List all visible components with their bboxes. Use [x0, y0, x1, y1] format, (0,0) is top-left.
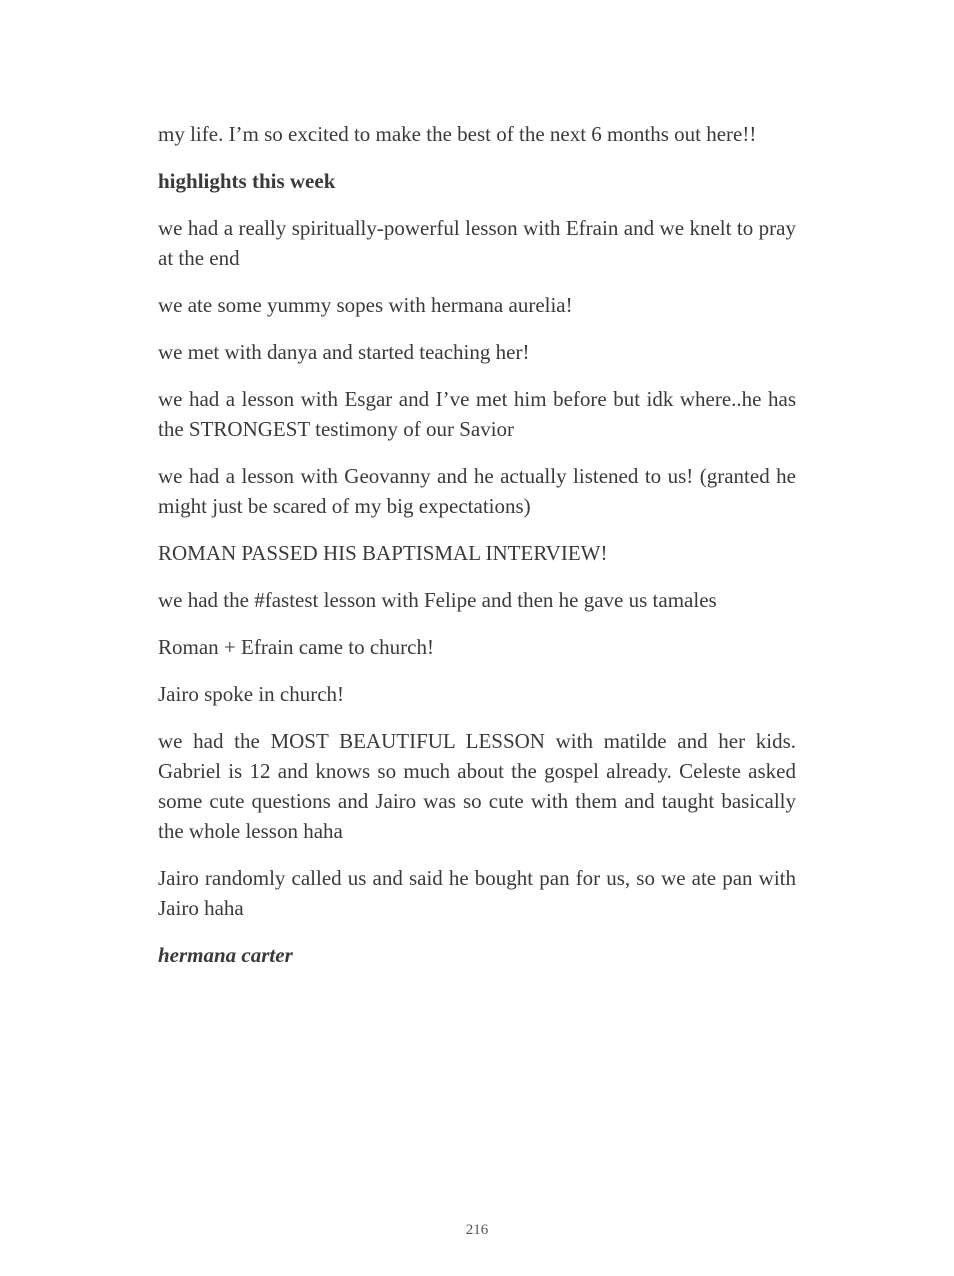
section-heading: highlights this week [158, 169, 336, 193]
intro-paragraph: my life. I’m so excited to make the best of the next 6 months out here!! [158, 122, 757, 146]
highlight-item: Roman + Efrain came to church! [158, 635, 434, 659]
highlight-item: we had a really spiritually-powerful lesson with Efrain and we knelt to pray at the end [158, 216, 796, 270]
highlight-item: we had a lesson with Esgar and I’ve met him before but idk where..he has the STRONGEST testimony of our Savior [158, 387, 796, 441]
highlight-item: we ate some yummy sopes with hermana aurelia! [158, 293, 573, 317]
highlight-item: we had the MOST BEAUTIFUL LESSON with matilde and her kids. Gabriel is 12 and knows so much about the gospel already. Celeste asked some cute questions and Jairo was so cute with them and taught basically the whole lesson haha [158, 729, 796, 843]
highlight-item: we met with danya and started teaching her! [158, 340, 530, 364]
highlight-item: we had a lesson with Geovanny and he actually listened to us! (granted he might just be scared of my big expectations) [158, 464, 796, 518]
highlight-item: we had the #fastest lesson with Felipe and then he gave us tamales [158, 588, 717, 612]
highlight-item: Jairo spoke in church! [158, 682, 345, 706]
signature: hermana carter [158, 943, 293, 967]
highlight-item: Jairo randomly called us and said he bought pan for us, so we ate pan with Jairo haha [158, 866, 796, 920]
page-body [158, 119, 796, 970]
highlight-item: ROMAN PASSED HIS BAPTISMAL INTERVIEW! [158, 541, 608, 565]
page-number: 216 [465, 1222, 489, 1238]
